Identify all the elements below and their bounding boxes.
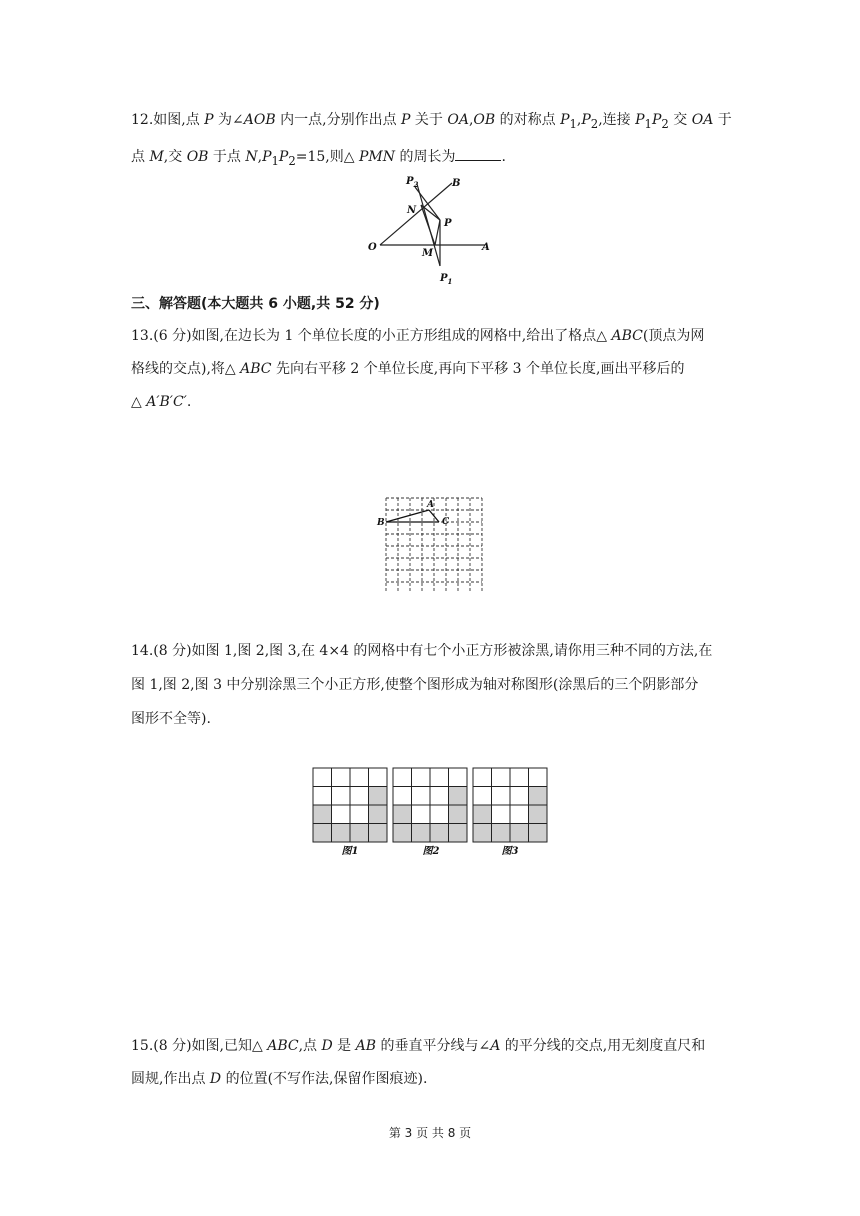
grid-cell-shaded[interactable] — [369, 805, 388, 824]
label-o: O — [368, 242, 377, 253]
segment-p2p — [415, 187, 440, 220]
q14-line-1: 14.(8 分)如图 1,图 2,图 3,在 4×4 的网格中有七个小正方形被涂黑,请你用三种不同的方法,在 — [131, 643, 713, 659]
segment-ba — [386, 510, 429, 522]
grid-cell[interactable] — [332, 787, 351, 806]
grid-cell[interactable] — [449, 768, 468, 787]
grid-cell-shaded[interactable] — [473, 805, 492, 824]
page-footer: 第 3 页 共 8 页 — [388, 1126, 472, 1140]
label-m: M — [422, 248, 434, 259]
q14-line-2: 图 1,图 2,图 3 中分别涂黑三个小正方形,使整个图形成为轴对称图形(涂黑后的三个阴影部分 — [131, 677, 699, 693]
grid-cell[interactable] — [510, 768, 529, 787]
grid-cell[interactable] — [430, 787, 449, 806]
grid-cell[interactable] — [350, 787, 369, 806]
label-c: C — [442, 517, 450, 527]
grid-cell[interactable] — [369, 768, 388, 787]
label-b: B — [377, 518, 385, 528]
grid-cell-shaded[interactable] — [473, 824, 492, 843]
grid-cell-shaded[interactable] — [529, 824, 548, 843]
grid-cell-shaded[interactable] — [529, 787, 548, 806]
grid-cell[interactable] — [492, 768, 511, 787]
q12-figure — [360, 170, 500, 285]
grid-cell[interactable] — [313, 787, 332, 806]
segment-mp — [435, 220, 440, 245]
grid-cell[interactable] — [430, 805, 449, 824]
caption-fig2: 图2 — [422, 846, 440, 857]
grid-cell[interactable] — [350, 805, 369, 824]
grid-cell[interactable] — [430, 768, 449, 787]
q12-line-1: 12.如图,点 P 为∠AOB 内一点,分别作出点 P 关于 OA,OB 的对称点 $P_1,P_2$,连接 $P_1P_2$ 交 OA 于 — [131, 112, 732, 131]
q14-line-3: 图形不全等). — [131, 711, 211, 727]
caption-fig3: 图3 — [501, 846, 519, 857]
grid-cell-shaded[interactable] — [313, 805, 332, 824]
q14-figures — [310, 766, 550, 862]
grid-cell-shaded[interactable] — [350, 824, 369, 843]
grid-cell-shaded[interactable] — [430, 824, 449, 843]
grid-cell-shaded[interactable] — [369, 824, 388, 843]
grid-cell[interactable] — [492, 787, 511, 806]
label-b: B — [452, 178, 461, 189]
q13-line-2: 格线的交点),将△ ABC 先向右平移 2 个单位长度,再向下平移 3 个单位长度,画出平移后的 — [131, 361, 685, 377]
grid-cell-shaded[interactable] — [313, 824, 332, 843]
label-a: A — [482, 242, 490, 253]
grid-cell[interactable] — [313, 768, 332, 787]
q15-line-1: 15.(8 分)如图,已知△ ABC,点 D 是 AB 的垂直平分线与∠A 的平分线的交点,用无刻度直尺和 — [131, 1038, 706, 1054]
grid-cell-shaded[interactable] — [412, 824, 431, 843]
grid-cell[interactable] — [350, 768, 369, 787]
grid-cell[interactable] — [473, 768, 492, 787]
grid-cell[interactable] — [332, 805, 351, 824]
q15-line-2: 圆规,作出点 D 的位置(不写作法,保留作图痕迹). — [131, 1071, 428, 1087]
grid-cell[interactable] — [393, 768, 412, 787]
q13-grid-figure — [375, 492, 485, 592]
caption-fig1: 图1 — [341, 846, 359, 857]
grid-cell-shaded[interactable] — [393, 824, 412, 843]
q13-line-1: 13.(6 分)如图,在边长为 1 个单位长度的小正方形组成的网格中,给出了格点△ ABC(顶点为网 — [131, 328, 705, 344]
grid-cell-shaded[interactable] — [510, 824, 529, 843]
label-p2: $P_2$ — [406, 176, 419, 189]
grid-cell-shaded[interactable] — [492, 824, 511, 843]
grid-cell-shaded[interactable] — [529, 805, 548, 824]
grid-cell-shaded[interactable] — [332, 824, 351, 843]
grid-cell[interactable] — [412, 805, 431, 824]
grid-cell-shaded[interactable] — [449, 787, 468, 806]
grid-cell-shaded[interactable] — [449, 824, 468, 843]
grid-cell-shaded[interactable] — [449, 805, 468, 824]
q13-line-3: △ A′B′C′. — [131, 394, 192, 410]
grid-cell[interactable] — [510, 805, 529, 824]
answer-blank[interactable] — [455, 146, 501, 161]
grid-cell-shaded[interactable] — [369, 787, 388, 806]
grid-cell[interactable] — [412, 768, 431, 787]
grid-cell[interactable] — [393, 787, 412, 806]
grid-cell[interactable] — [529, 768, 548, 787]
grid-cell[interactable] — [473, 787, 492, 806]
grid-cell-shaded[interactable] — [393, 805, 412, 824]
grid-cell[interactable] — [332, 768, 351, 787]
section-title: 三、解答题(本大题共 6 小题,共 52 分) — [131, 296, 380, 312]
q12-line-2: 点 M,交 OB 于点 $N,P_1P_2=15$,则△ PMN 的周长为 . — [131, 146, 506, 171]
label-p: P — [444, 218, 452, 229]
grid-cell[interactable] — [510, 787, 529, 806]
grid-cell[interactable] — [412, 787, 431, 806]
label-a: A — [427, 500, 434, 510]
label-n: N — [407, 205, 417, 216]
label-p1: $P_1$ — [440, 273, 453, 285]
grid-cell[interactable] — [492, 805, 511, 824]
